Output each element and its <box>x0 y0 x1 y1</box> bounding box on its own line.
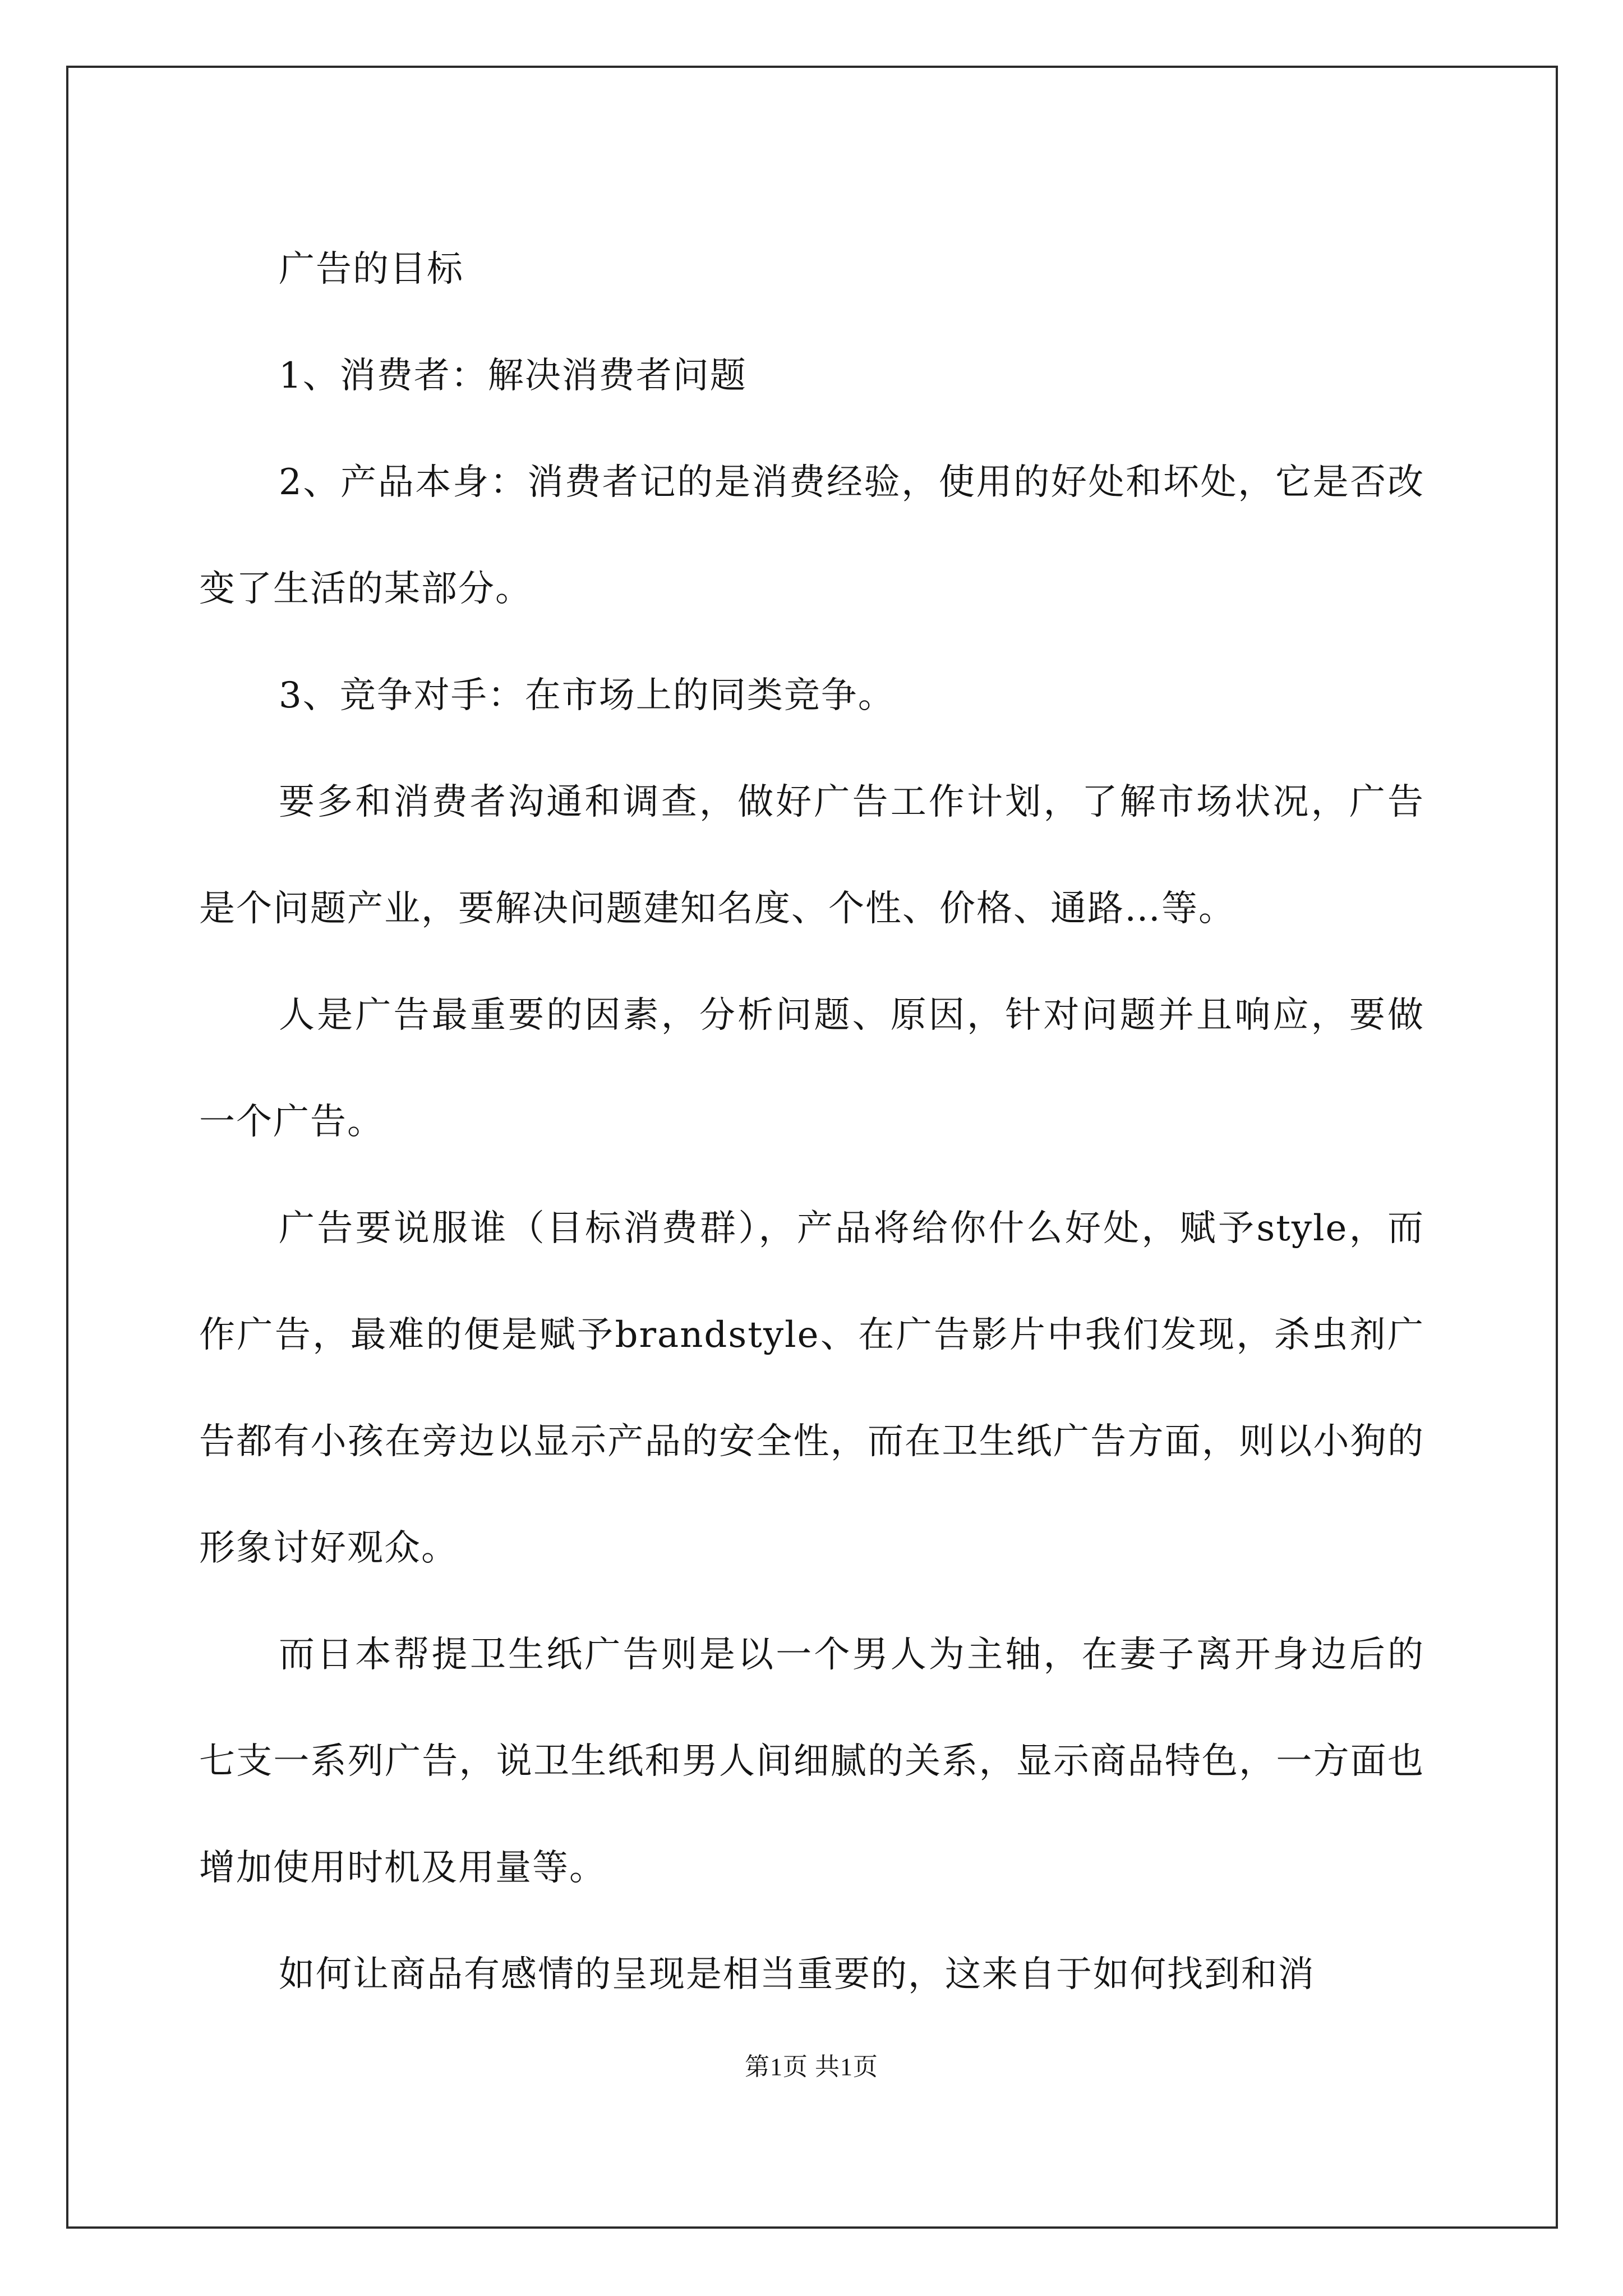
paragraph-emotion: 如何让商品有感情的呈现是相当重要的，这来自于如何找到和消 <box>279 1954 1315 1995</box>
paragraph-japan-ad: 而日本帮提卫生纸广告则是以一个男人为主轴，在妻子离开身边后的七支一系列广告，说卫生纸和男人间细腻的关系，显示商品特色，一方面也增加使用时机及用量等。 <box>199 1634 1424 1889</box>
paragraph-communication: 要多和消费者沟通和调查，做好广告工作计划，了解市场状况，广告是个问题产业，要解决问题建知名度、个性、价格、通路…等。 <box>199 781 1424 930</box>
paragraph-people: 人是广告最重要的因素，分析问题、原因，针对问题并且响应，要做一个广告。 <box>199 995 1424 1143</box>
document-body <box>199 216 1424 2028</box>
paragraph-consumer: 1、消费者：解决消费者问题 <box>279 355 747 397</box>
paragraph-competitor: 3、竞争对手：在市场上的同类竞争。 <box>279 675 895 716</box>
paragraph-product: 2、产品本身：消费者记的是消费经验，使用的好处和坏处，它是否改变了生活的某部分。 <box>199 462 1424 610</box>
paragraph-heading: 广告的目标 <box>279 249 464 290</box>
paragraph-persuasion: 广告要说服谁（目标消费群），产品将给你什么好处，赋予style，而作广告，最难的便是赋予brandstyle、在广告影片中我们发现，杀虫剂广告都有小孩在旁边以显示产品的安全性，而在卫生纸广告方面，则以小狗的形象讨好观众。 <box>199 1208 1424 1569</box>
page-footer: 第1页 共1页 <box>745 2053 878 2081</box>
